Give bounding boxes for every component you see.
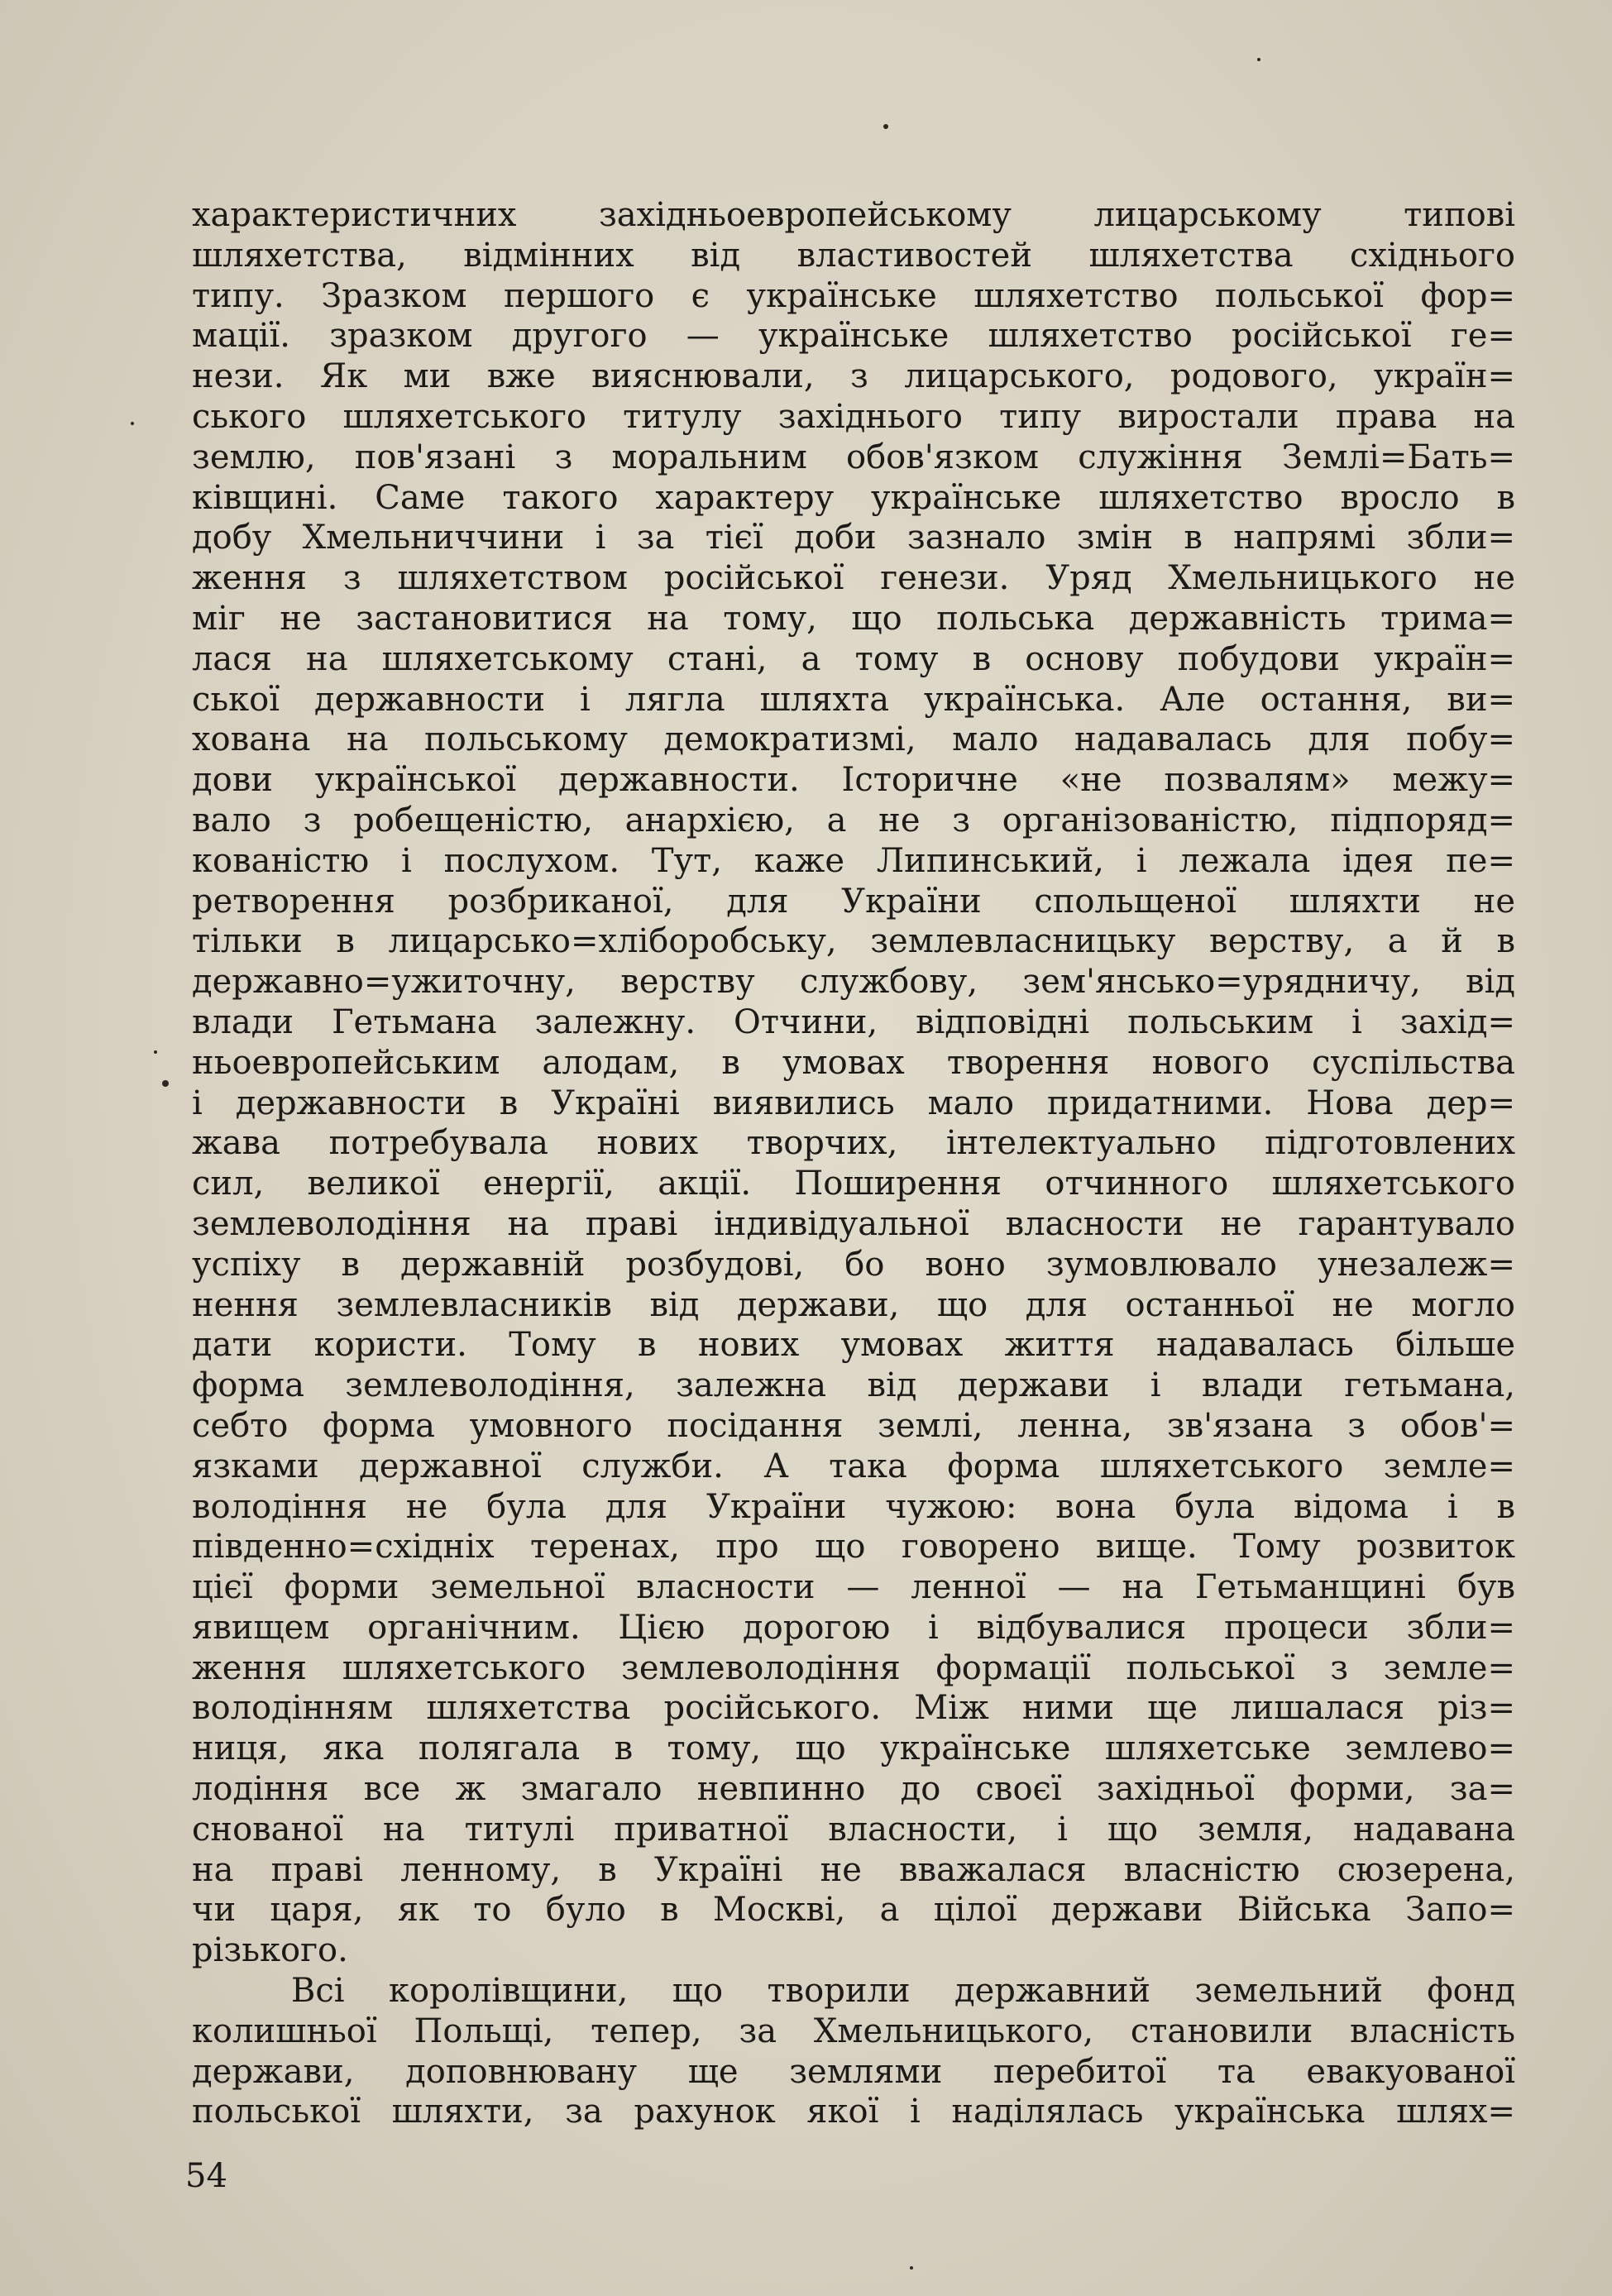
text-line: ниця, яка полягала в тому, що українське шляхетське землево=	[192, 1729, 1515, 1768]
text-line: лася на шляхетському стані, а тому в основу побудови україн=	[192, 639, 1515, 678]
text-line: типу. Зразком першого є українське шляхетство польської фор=	[192, 276, 1515, 315]
text-line: володінням шляхетства російського. Між ними ще лишалася різ=	[192, 1689, 1515, 1728]
text-line: цієї форми земельної власности — ленної — на Гетьманщині був	[192, 1568, 1515, 1607]
dust-speck	[131, 422, 134, 425]
text-line: вало з робещеністю, анархією, а не з організованістю, підпоряд=	[192, 801, 1515, 839]
text-line: язками державної служби. А така форма шляхетського земле=	[192, 1447, 1515, 1485]
text-line: снованої на титулі приватної власности, і що земля, надавана	[192, 1810, 1515, 1849]
text-line: різького.	[192, 1931, 348, 1970]
text-line: ської державности і лягла шляхта українська. Але остання, ви=	[192, 680, 1515, 719]
paragraph-2	[192, 1971, 1515, 2132]
text-line: міг не застановитися на тому, що польська державність трима=	[192, 599, 1515, 638]
text-line: на праві ленному, в Україні не вважалася власністю сюзерена,	[192, 1850, 1515, 1889]
text-line: влади Гетьмана залежну. Отчини, відповідні польським і захід=	[192, 1002, 1515, 1041]
paragraph-1	[192, 195, 1515, 1971]
page-number: 54	[185, 2157, 227, 2195]
text-line: землю, пов'язані з моральним обов'язком служіння Землі=Бать=	[192, 438, 1515, 476]
text-line: держави, доповнювану ще землями перебитої та евакуованої	[192, 2052, 1515, 2091]
text-line: дати користи. Тому в нових умовах життя надавалась більше	[192, 1326, 1515, 1365]
text-line: колишньої Польщі, тепер, за Хмельницького, становили власність	[192, 2011, 1515, 2050]
text-line: польської шляхти, за рахунок якої і наділялась українська шлях=	[192, 2093, 1515, 2131]
text-line: ського шляхетського титулу західнього типу виростали права на	[192, 397, 1515, 436]
text-line: південно=східніх теренах, про що говорено вище. Тому розвиток	[192, 1528, 1515, 1567]
text-line: мації. зразком другого — українське шляхетство російської ге=	[192, 317, 1515, 356]
dust-speck	[910, 2266, 913, 2270]
text-line: хована на польському демократизмі, мало надавалась для побу=	[192, 720, 1515, 759]
text-line: сил, великої енергії, акції. Поширення отчинного шляхетського	[192, 1165, 1515, 1203]
text-line: добу Хмельниччини і за тієї доби зазнало змін в напрямі збли=	[192, 519, 1515, 557]
text-line: володіння не була для України чужою: вона була відома і в	[192, 1487, 1515, 1526]
body-text	[192, 195, 1515, 2132]
text-line: державно=ужиточну, верству службову, зем'янсько=урядничу, від	[192, 963, 1515, 1002]
text-line: форма землеволодіння, залежна від держави і влади гетьмана,	[192, 1366, 1515, 1405]
text-line: тільки в лицарсько=хліборобську, землевласницьку верству, а й в	[192, 922, 1515, 961]
text-line: себто форма умовного посідання землі, ленна, зв'язана з обов'=	[192, 1406, 1515, 1445]
text-line: ження шляхетського землеволодіння формації польської з земле=	[192, 1648, 1515, 1687]
text-line: землеволодіння на праві індивідуальної власности не гарантувало	[192, 1204, 1515, 1243]
text-line: характеристичних західньоевропейському лицарському типові	[192, 196, 1515, 234]
text-line: чи царя, як то було в Москві, а цілої держави Війська Запо=	[192, 1891, 1515, 1930]
text-line: успіху в державній розбудові, бо воно зумовлювало унезалеж=	[192, 1245, 1515, 1284]
text-line: нези. Як ми вже вияснювали, з лицарського, родового, україн=	[192, 357, 1515, 396]
text-line: жава потребувала нових творчих, інтелектуально підготовлених	[192, 1124, 1515, 1163]
text-line: кованістю і послухом. Тут, каже Липинський, і лежала ідея пе=	[192, 841, 1515, 880]
dust-speck	[162, 1080, 169, 1087]
text-line: ківщині. Саме такого характеру українське шляхетство вросло в	[192, 478, 1515, 517]
dust-speck	[1257, 58, 1260, 61]
text-line: дови української державности. Історичне «не позвалям» межу=	[192, 761, 1515, 800]
text-line: ньоевропейським алодам, в умовах творення нового суспільства	[192, 1043, 1515, 1082]
text-line: Всі королівщини, що творили державний земельний фонд	[291, 1972, 1515, 2011]
text-line: шляхетства, відмінних від властивостей шляхетства східнього	[192, 236, 1515, 275]
dust-speck	[883, 124, 888, 129]
text-line: і державности в Україні виявились мало придатними. Нова дер=	[192, 1083, 1515, 1122]
dust-speck	[154, 1050, 157, 1054]
text-line: явищем органічним. Цією дорогою і відбувалися процеси збли=	[192, 1608, 1515, 1647]
text-line: ження з шляхетством російської генези. Уряд Хмельницького не	[192, 559, 1515, 598]
text-line: нення землевласників від держави, що для останньої не могло	[192, 1285, 1515, 1324]
text-line: лодіння все ж змагало невпинно до своєї західньої форми, за=	[192, 1770, 1515, 1809]
text-line: ретворення розбриканої, для України спольщеної шляхти не	[192, 882, 1515, 921]
